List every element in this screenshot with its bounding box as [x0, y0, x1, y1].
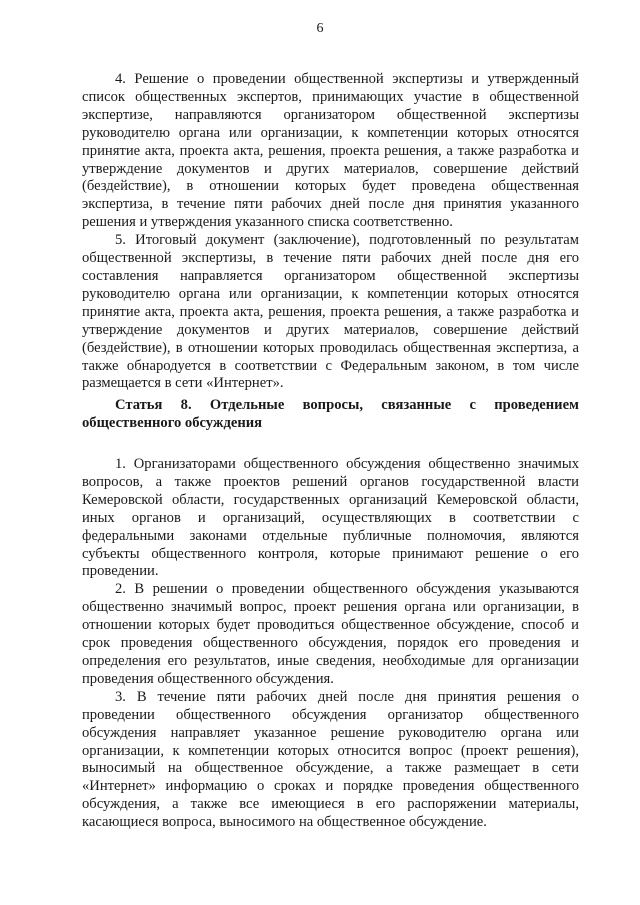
- page-number: 6: [316, 21, 324, 36]
- paragraph-8-2: 2. В решении о проведении общественного обсуждения указываются общественно значимый вопрос, проект решения органа или организации, в отношении которых будет проводиться общественное обсуждение, способ и срок проведения общественного обсуждения, порядок его проведения и определения его результатов, иные сведения, необходимые для организации проведения общественного обсуждения.: [82, 581, 579, 687]
- article-8-heading-block: [82, 397, 579, 433]
- paragraph-7-4: 4. Решение о проведении общественной экспертизы и утвержденный список общественных экспертов, принимающих участие в общественной экспертизе, направляются организатором общественной экспертизы руководителю органа или организации, к компетенции которых относятся принятие акта, проекта акта, решения, проекта решения, а также разработка и утверждение документов и других материалов, совершение действий (бездействие), в отношении которых будет проведена общественная экспертиза, в течение пяти рабочих дней после дня принятия указанного решения и утверждения указанного списка соответственно.: [82, 71, 579, 231]
- article-7-continuation: [82, 71, 579, 393]
- article-8-body: [82, 456, 579, 832]
- article-8-heading: Статья 8. Отдельные вопросы, связанные с проведением общественного обсуждения: [82, 397, 579, 431]
- paragraph-7-5: 5. Итоговый документ (заключение), подготовленный по результатам общественной экспертизы, в течение пяти рабочих дней после дня его составления направляется организатором общественной экспертизы руководителю органа или организации, к компетенции которых относятся принятие акта, проекта акта, решения, проекта решения, а также разработка и утверждение документов и других материалов, совершение действий (бездействие), в отношении которых проводилась общественная экспертиза, а также обнародуется в соответствии с Федеральным законом, в том числе размещается в сети «Интернет».: [82, 232, 579, 392]
- paragraph-8-1: 1. Организаторами общественного обсуждения общественно значимых вопросов, а также проектов решений органов государственной власти Кемеровской области, государственных организаций Кемеровской области, иных органов и организаций, осуществляющих в соответствии с федеральными законами отдельные публичные полномочия, являются субъекты общественного контроля, которые принимают решение о его проведении.: [82, 456, 579, 580]
- paragraph-8-3: 3. В течение пяти рабочих дней после дня принятия решения о проведении общественного обсуждения организатор общественного обсуждения направляет указанное решение руководителю органа или организации, к компетенции которых относится вопрос (проект решения), выносимый на общественное обсуждение, а также размещает в сети «Интернет» информацию о сроках и порядке проведения общественного обсуждения, а также все имеющиеся в его распоряжении материалы, касающиеся вопроса, выносимого на общественное обсуждение.: [82, 688, 579, 831]
